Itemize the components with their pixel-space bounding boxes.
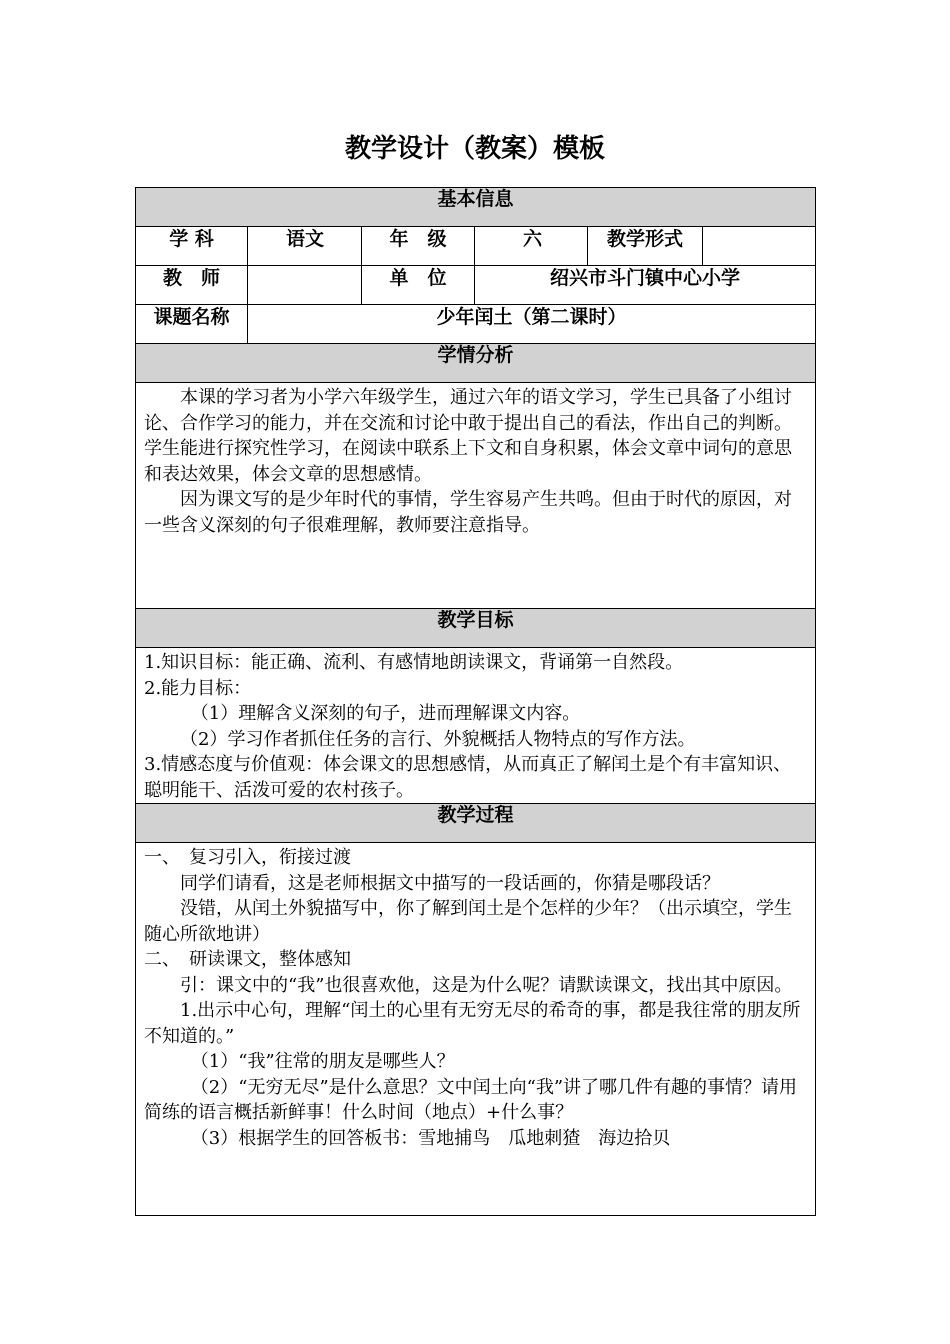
objectives-header: 教学目标 — [136, 609, 816, 648]
analysis-paragraph: 本课的学习者为小学六年级学生，通过六年的语文学习，学生已具备了小组讨论、合作学习的能力，并在交流和讨论中敢于提出自己的看法，作出自己的判断。学生能进行探究性学习，在阅读中联系上下文和自身积累，体会文章中词句的意思和表达效果，体会文章的思想感情。 — [144, 387, 792, 485]
form-label: 教学形式 — [588, 227, 703, 266]
analysis-header-row — [136, 344, 816, 383]
process-line: 一、 复习引入，衔接过渡 — [144, 847, 351, 868]
objectives-body — [136, 648, 816, 804]
grade-value: 六 — [475, 227, 588, 266]
lesson-plan-table — [135, 187, 816, 1216]
topic-label: 课题名称 — [136, 305, 248, 344]
basic-info-header-row — [136, 188, 816, 227]
analysis-body-row — [136, 383, 816, 609]
process-line: 引：课文中的“我”也很喜欢他，这是为什么呢？请默读课文，找出其中原因。 — [180, 974, 793, 996]
process-line: 没错，从闰土外貌描写中，你了解到闰土是个怎样的少年？（出示填空，学生随心所欲地讲） — [144, 898, 792, 945]
grade-label: 年 级 — [362, 227, 475, 266]
process-line: （3）根据学生的回答板书：雪地捕鸟 瓜地刺猹 海边拾贝 — [190, 1127, 671, 1149]
objective-line: 2.能力目标： — [144, 677, 252, 699]
analysis-header: 学情分析 — [136, 344, 816, 383]
objectives-header-row — [136, 609, 816, 648]
process-body — [136, 843, 816, 1216]
page-title: 教学设计（教案）模板 — [344, 134, 605, 164]
subject-value: 语文 — [248, 227, 362, 266]
teacher-label: 教 师 — [136, 266, 248, 305]
process-line: 同学们请看，这是老师根据文中描写的一段话画的，你猜是哪段话？ — [180, 872, 720, 894]
objective-line: 1.知识目标：能正确、流利、有感情地朗读课文，背诵第一自然段。 — [144, 652, 684, 673]
process-line: （2）“无穷无尽”是什么意思？文中闰土向“我”讲了哪几件有趣的事情？请用简练的语言概括新鲜事！什么时间（地点）+什么事？ — [144, 1076, 798, 1123]
objectives-body-row — [136, 648, 816, 804]
unit-label: 单 位 — [362, 266, 475, 305]
unit-value: 绍兴市斗门镇中心小学 — [475, 266, 816, 305]
process-line: （1）“我”往常的朋友是哪些人？ — [190, 1051, 455, 1072]
topic-value: 少年闰土（第二课时） — [248, 305, 816, 344]
objective-line: （1）理解含义深刻的句子，进而理解课文内容。 — [190, 703, 581, 724]
teacher-value[interactable] — [248, 266, 362, 305]
process-line: 二、 研读课文，整体感知 — [144, 949, 351, 970]
analysis-body — [136, 383, 816, 609]
objective-line: （2）学习作者抓住任务的言行、外貌概括人物特点的写作方法。 — [180, 728, 696, 750]
process-header: 教学过程 — [136, 804, 816, 843]
process-line: 1.出示中心句，理解“闰土的心里有无穷无尽的希奇的事，都是我往常的朋友所不知道的。” — [144, 1000, 801, 1047]
analysis-paragraph: 因为课文写的是少年时代的事情，学生容易产生共鸣。但由于时代的原因，对一些含义深刻的句子很难理解，教师要注意指导。 — [144, 489, 792, 536]
form-value[interactable] — [703, 227, 816, 266]
subject-label: 学 科 — [136, 227, 248, 266]
topic-row — [136, 305, 816, 344]
subject-row — [136, 227, 816, 266]
process-body-row — [136, 843, 816, 1216]
teacher-row — [136, 266, 816, 305]
objective-line: 3.情感态度与价值观：体会课文的思想感情，从而真正了解闰土是个有丰富知识、聪明能干、活泼可爱的农村孩子。 — [144, 754, 792, 801]
process-header-row — [136, 804, 816, 843]
basic-info-header: 基本信息 — [136, 188, 816, 227]
